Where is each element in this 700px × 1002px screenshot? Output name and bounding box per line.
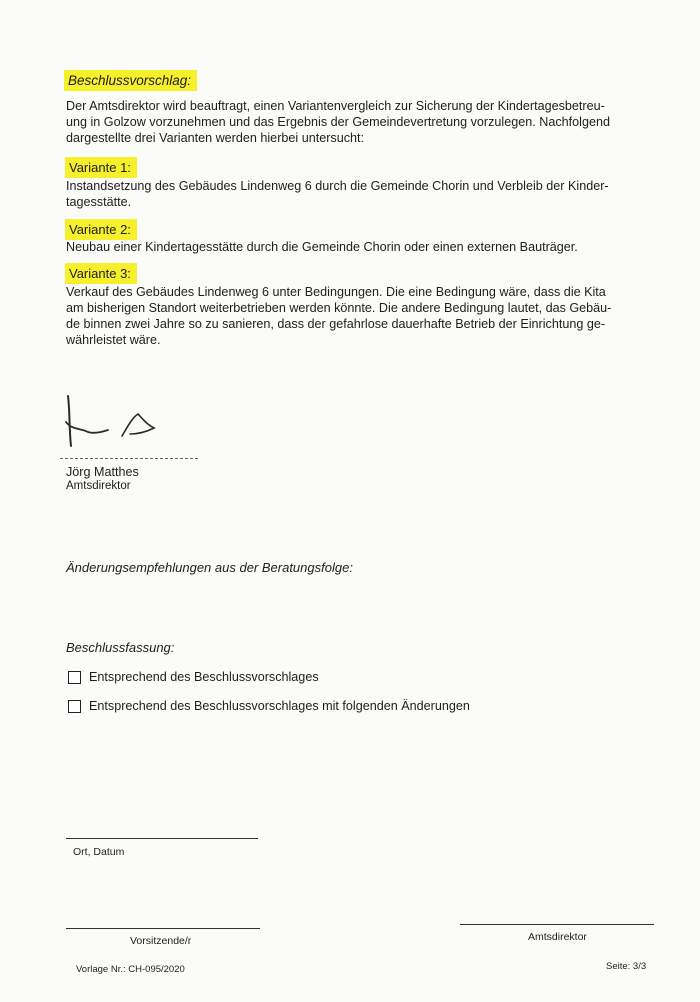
option-label: Entsprechend des Beschlussvorschlages mit folgenden Änderungen	[89, 699, 470, 713]
signature-line	[60, 458, 198, 459]
variant-line: de binnen zwei Jahre so zu sanieren, dass der gefahrlose dauerhafte Betrieb der Einrichtung ge-	[66, 317, 606, 331]
chair-label: Vorsitzende/r	[130, 935, 192, 947]
intro-line: ung in Golzow vorzunehmen und das Ergebnis der Gemeindevertretung vorzulegen. Nachfolgend	[66, 115, 610, 129]
variant-line: Instandsetzung des Gebäudes Lindenweg 6 durch die Gemeinde Chorin und Verbleib der Kinder-	[66, 179, 609, 193]
variant-line: Verkauf des Gebäudes Lindenweg 6 unter Bedingungen. Die eine Bedingung wäre, dass die Kita	[66, 285, 606, 299]
checkbox-icon[interactable]	[68, 671, 81, 684]
resolution-heading: Beschlussfassung:	[66, 640, 175, 655]
intro-line: dargestellte drei Varianten werden hierbei untersucht:	[66, 131, 364, 145]
page-number: Seite: 3/3	[606, 961, 647, 972]
intro-paragraph	[66, 98, 672, 146]
place-date-line	[66, 838, 258, 839]
chair-line	[66, 928, 260, 929]
variant-1-text	[66, 178, 672, 210]
checkbox-icon[interactable]	[68, 700, 81, 713]
director-label: Amtsdirektor	[528, 931, 587, 943]
proposal-heading: Beschlussvorschlag:	[64, 70, 197, 91]
amendments-heading: Änderungsempfehlungen aus der Beratungsfolge:	[66, 560, 353, 575]
intro-line: Der Amtsdirektor wird beauftragt, einen Variantenvergleich zur Sicherung der Kindertagesbetreu-	[66, 99, 605, 113]
variant-line: währleistet wäre.	[66, 333, 161, 347]
resolution-option-1[interactable]	[68, 670, 319, 684]
variant-2-text	[66, 239, 672, 255]
variant-2-label: Variante 2:	[65, 222, 137, 237]
signatory-role: Amtsdirektor	[66, 480, 131, 492]
variant-line: Neubau einer Kindertagesstätte durch die Gemeinde Chorin oder einen externen Bauträger.	[66, 240, 578, 254]
option-label: Entsprechend des Beschlussvorschlages	[89, 670, 319, 684]
variant-3-text	[66, 284, 672, 348]
variant-3-label: Variante 3:	[65, 266, 137, 281]
variant-line: tagesstätte.	[66, 195, 132, 209]
director-line	[460, 924, 654, 925]
variant-1-label: Variante 1:	[65, 160, 137, 175]
resolution-option-2[interactable]	[68, 699, 470, 713]
place-date-label: Ort, Datum	[73, 846, 125, 858]
template-number: Vorlage Nr.: CH-095/2020	[76, 964, 185, 975]
signature-mark	[60, 388, 170, 460]
variant-line: am bisherigen Standort weiterbetrieben werden könnte. Die andere Bedingung lautet, das Gebäu-	[66, 301, 612, 315]
signatory-name: Jörg Matthes	[66, 465, 139, 479]
